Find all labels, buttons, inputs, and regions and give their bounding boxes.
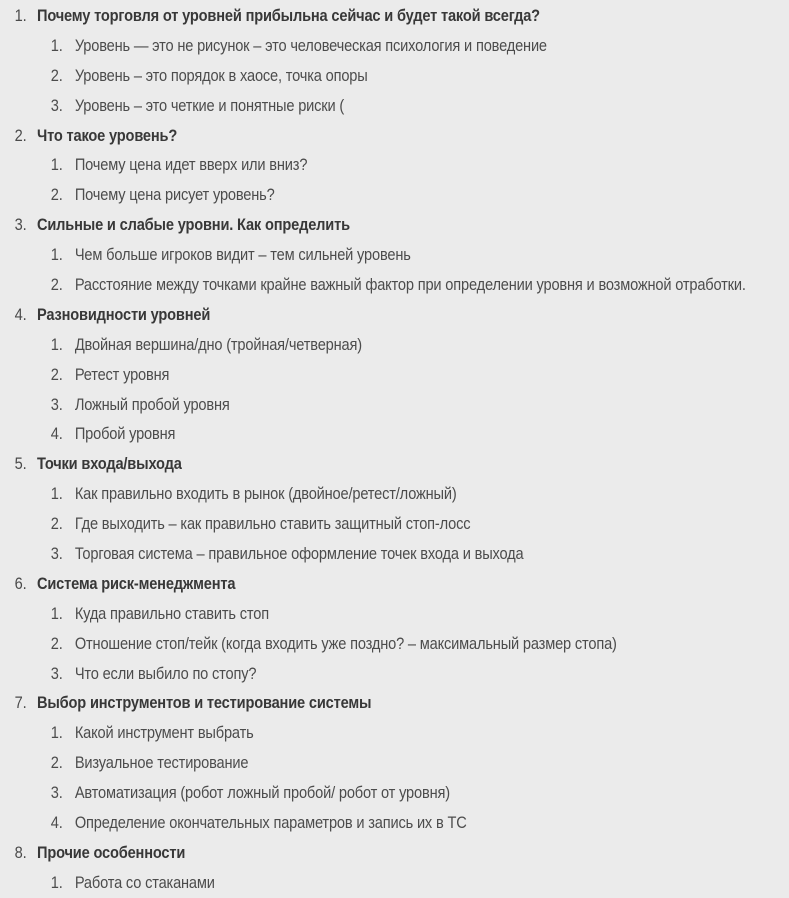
subitem-text: Визуальное тестирование [74,753,249,773]
section-number: 4. [14,304,27,324]
outline-subitem-row [0,599,789,629]
subitem-text: Пробой уровня [74,424,176,444]
subitem-number: 2. [50,633,63,653]
subitem-number: 1. [50,603,63,623]
outline-subitem-row [0,150,789,180]
subitem-number: 2. [50,514,63,534]
section-title: Что такое уровень? [36,125,178,145]
outline-subitem-row [0,748,789,778]
subitem-number: 3. [50,663,63,683]
section-title: Прочие особенности [36,842,186,862]
subitem-number: 4. [50,812,63,832]
outline-subitem-row [0,270,789,300]
subitem-number: 3. [50,783,63,803]
subitem-text: Какой инструмент выбрать [74,723,254,743]
outline-subitem-row [0,31,789,61]
subitem-number: 1. [50,723,63,743]
outline-section-row [0,838,789,868]
subitem-number: 2. [50,274,63,294]
outline-subitem-row [0,419,789,449]
subitem-number: 1. [50,245,63,265]
outline-section-row [0,449,789,479]
subitem-text: Как правильно входить в рынок (двойное/ретест/ложный) [74,484,457,504]
outline-section-row [0,1,789,31]
subitem-text: Почему цена идет вверх или вниз? [74,155,308,175]
section-title: Система риск-менеджмента [36,573,236,593]
subitem-text: Отношение стоп/тейк (когда входить уже поздно? – максимальный размер стопа) [74,633,617,653]
outline-subitem-row [0,539,789,569]
subitem-number: 2. [50,364,63,384]
outline-section-row [0,688,789,718]
outline-subitem-row [0,91,789,121]
subitem-text: Уровень – это четкие и понятные риски ( [74,95,345,115]
subitem-text: Работа со стаканами [74,872,215,892]
subitem-text: Расстояние между точками крайне важный фактор при определении уровня и возможной отработки. [74,274,746,294]
outline-subitem-row [0,61,789,91]
subitem-text: Определение окончательных параметров и запись их в ТС [74,812,467,832]
section-number: 8. [14,842,27,862]
outline-subitem-row [0,868,789,898]
outline-subitem-row [0,240,789,270]
subitem-text: Торговая система – правильное оформление точек входа и выхода [74,543,524,563]
subitem-number: 2. [50,185,63,205]
outline-subitem-row [0,330,789,360]
outline-subitem-row [0,629,789,659]
subitem-number: 3. [50,394,63,414]
subitem-text: Где выходить – как правильно ставить защитный стоп-лосс [74,514,471,534]
outline-subitem-row [0,360,789,390]
section-number: 7. [14,693,27,713]
section-title: Почему торговля от уровней прибыльна сейчас и будет такой всегда? [36,5,540,25]
subitem-number: 1. [50,484,63,504]
section-title: Выбор инструментов и тестирование системы [36,693,372,713]
section-number: 5. [14,454,27,474]
subitem-text: Что если выбило по стопу? [74,663,257,683]
section-title: Разновидности уровней [36,304,211,324]
subitem-number: 1. [50,872,63,892]
subitem-text: Двойная вершина/дно (тройная/четверная) [74,334,362,354]
section-number: 6. [14,573,27,593]
outline-section-row [0,569,789,599]
subitem-text: Автоматизация (робот ложный пробой/ робот от уровня) [74,783,450,803]
subitem-text: Почему цена рисует уровень? [74,185,275,205]
subitem-number: 1. [50,334,63,354]
subitem-text: Ретест уровня [74,364,170,384]
subitem-text: Уровень — это не рисунок – это человеческая психология и поведение [74,35,547,55]
subitem-text: Куда правильно ставить стоп [74,603,269,623]
outline-subitem-row [0,808,789,838]
outline-subitem-row [0,659,789,689]
subitem-text: Чем больше игроков видит – тем сильней уровень [74,245,411,265]
outline-section-row [0,300,789,330]
section-number: 1. [14,5,27,25]
outline-subitem-row [0,778,789,808]
outline-subitem-row [0,180,789,210]
outline-subitem-row [0,718,789,748]
outline-section-row [0,121,789,151]
outline-subitem-row [0,509,789,539]
section-number: 3. [14,215,27,235]
subitem-number: 3. [50,543,63,563]
outline-subitem-row [0,479,789,509]
section-title: Сильные и слабые уровни. Как определить [36,215,350,235]
subitem-number: 1. [50,35,63,55]
subitem-number: 3. [50,95,63,115]
section-title: Точки входа/выхода [36,454,182,474]
outline-subitem-row [0,390,789,420]
subitem-number: 1. [50,155,63,175]
subitem-text: Уровень – это порядок в хаосе, точка опоры [74,65,368,85]
subitem-number: 2. [50,753,63,773]
section-number: 2. [14,125,27,145]
subitem-text: Ложный пробой уровня [74,394,230,414]
outline-section-row [0,210,789,240]
subitem-number: 4. [50,424,63,444]
subitem-number: 2. [50,65,63,85]
